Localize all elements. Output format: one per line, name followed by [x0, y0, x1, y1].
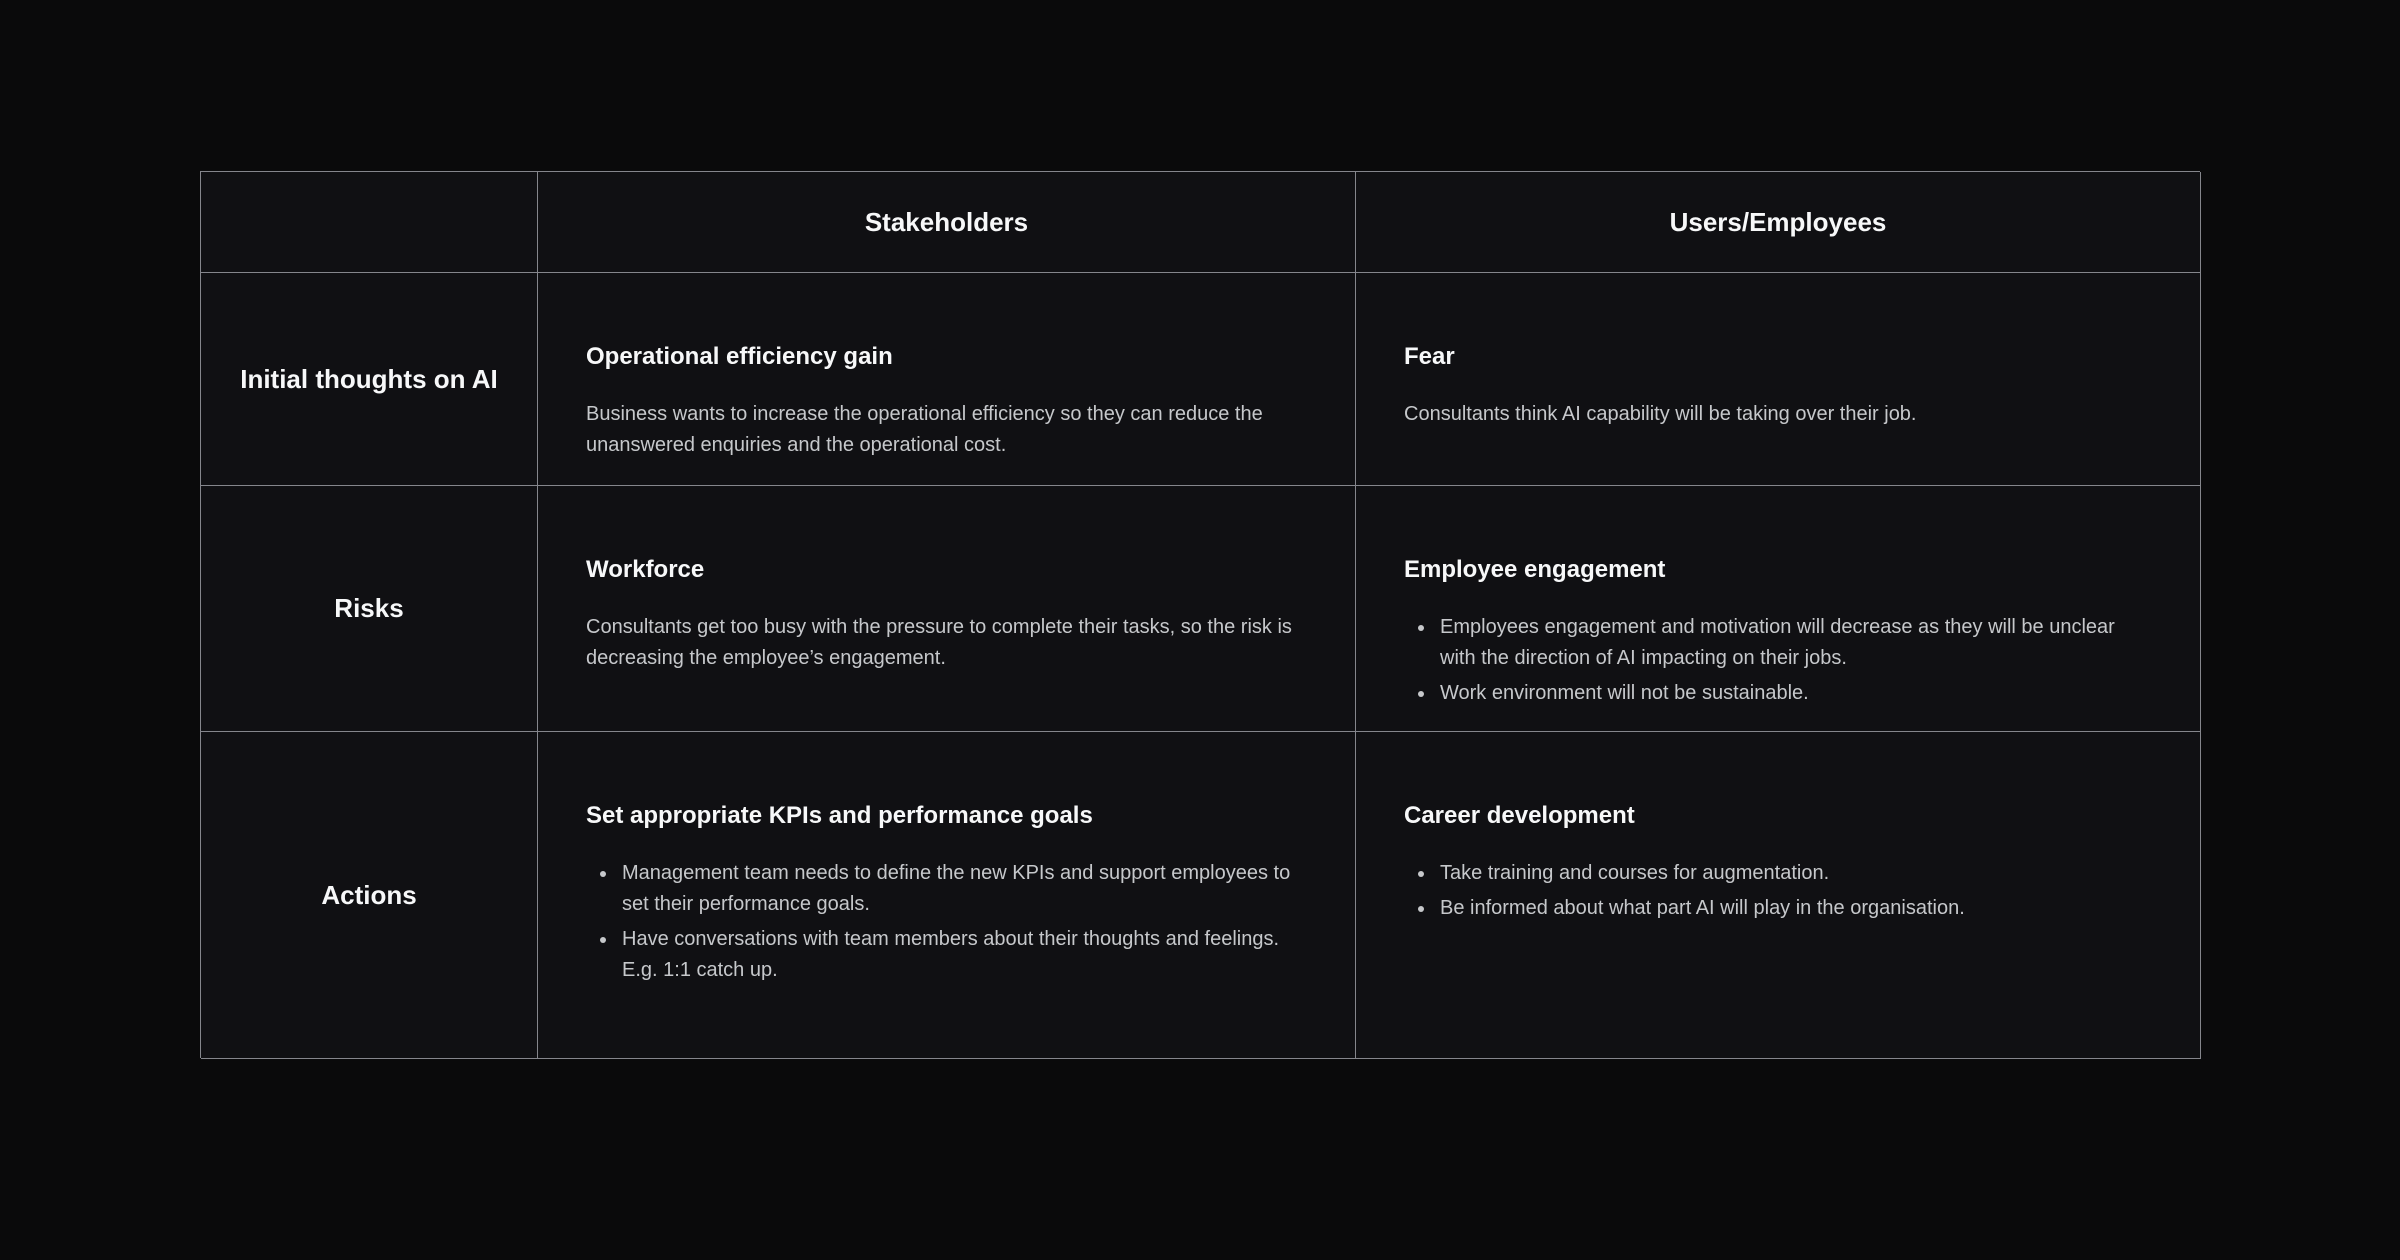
cell-body-text: Consultants think AI capability will be taking over their job.	[1404, 403, 1917, 425]
cell-heading: Fear	[1404, 343, 1455, 370]
bullet-item: • Work environment will not be sustainable.	[1436, 678, 2152, 709]
cell-heading: Career development	[1404, 802, 1635, 829]
cell-initial-thoughts-stakeholders	[538, 273, 1356, 486]
row-label-text: Actions	[321, 879, 417, 910]
cell-heading: Employee engagement	[1404, 556, 1666, 583]
cell-risks-users	[1356, 486, 2201, 732]
cell-actions-users	[1356, 732, 2201, 1059]
bullet-item: • Have conversations with team members about their thoughts and feelings. E.g. 1:1 catch up.	[618, 924, 1307, 986]
header-label-stakeholders: Stakeholders	[864, 206, 1029, 237]
cell-body-text: Consultants get too busy with the pressure to complete their tasks, so the risk is decreasing the employee’s engagement.	[586, 616, 1292, 669]
bullet-item: • Management team needs to define the new KPIs and support employees to set their performance goals.	[618, 858, 1307, 920]
row-label-risks	[201, 486, 538, 732]
cell-bullet-list	[586, 858, 1307, 986]
header-cell-corner	[201, 172, 538, 273]
ai-thoughts-matrix-table	[200, 171, 2200, 1058]
cell-heading: Operational efficiency gain	[586, 343, 893, 370]
bullet-item: • Be informed about what part AI will play in the organisation.	[1436, 893, 2152, 924]
row-label-text: Initial thoughts on AI	[240, 363, 498, 394]
cell-actions-stakeholders	[538, 732, 1356, 1059]
cell-heading: Workforce	[586, 556, 705, 583]
row-label-actions	[201, 732, 538, 1059]
cell-bullet-list	[1404, 858, 2152, 924]
cell-heading: Set appropriate KPIs and performance goals	[586, 802, 1093, 829]
cell-initial-thoughts-users	[1356, 273, 2201, 486]
bullet-item: • Employees engagement and motivation will decrease as they will be unclear with the direction of AI impacting on their jobs.	[1436, 612, 2152, 674]
header-cell-users	[1356, 172, 2201, 273]
header-label-users: Users/Employees	[1669, 206, 1887, 237]
header-cell-stakeholders	[538, 172, 1356, 273]
bullet-item: • Take training and courses for augmentation.	[1436, 858, 2152, 889]
row-label-initial-thoughts	[201, 273, 538, 486]
cell-risks-stakeholders	[538, 486, 1356, 732]
cell-body-text: Business wants to increase the operational efficiency so they can reduce the unanswered enquiries and the operational cost.	[586, 403, 1263, 456]
cell-bullet-list	[1404, 612, 2152, 709]
row-label-text: Risks	[334, 593, 404, 623]
